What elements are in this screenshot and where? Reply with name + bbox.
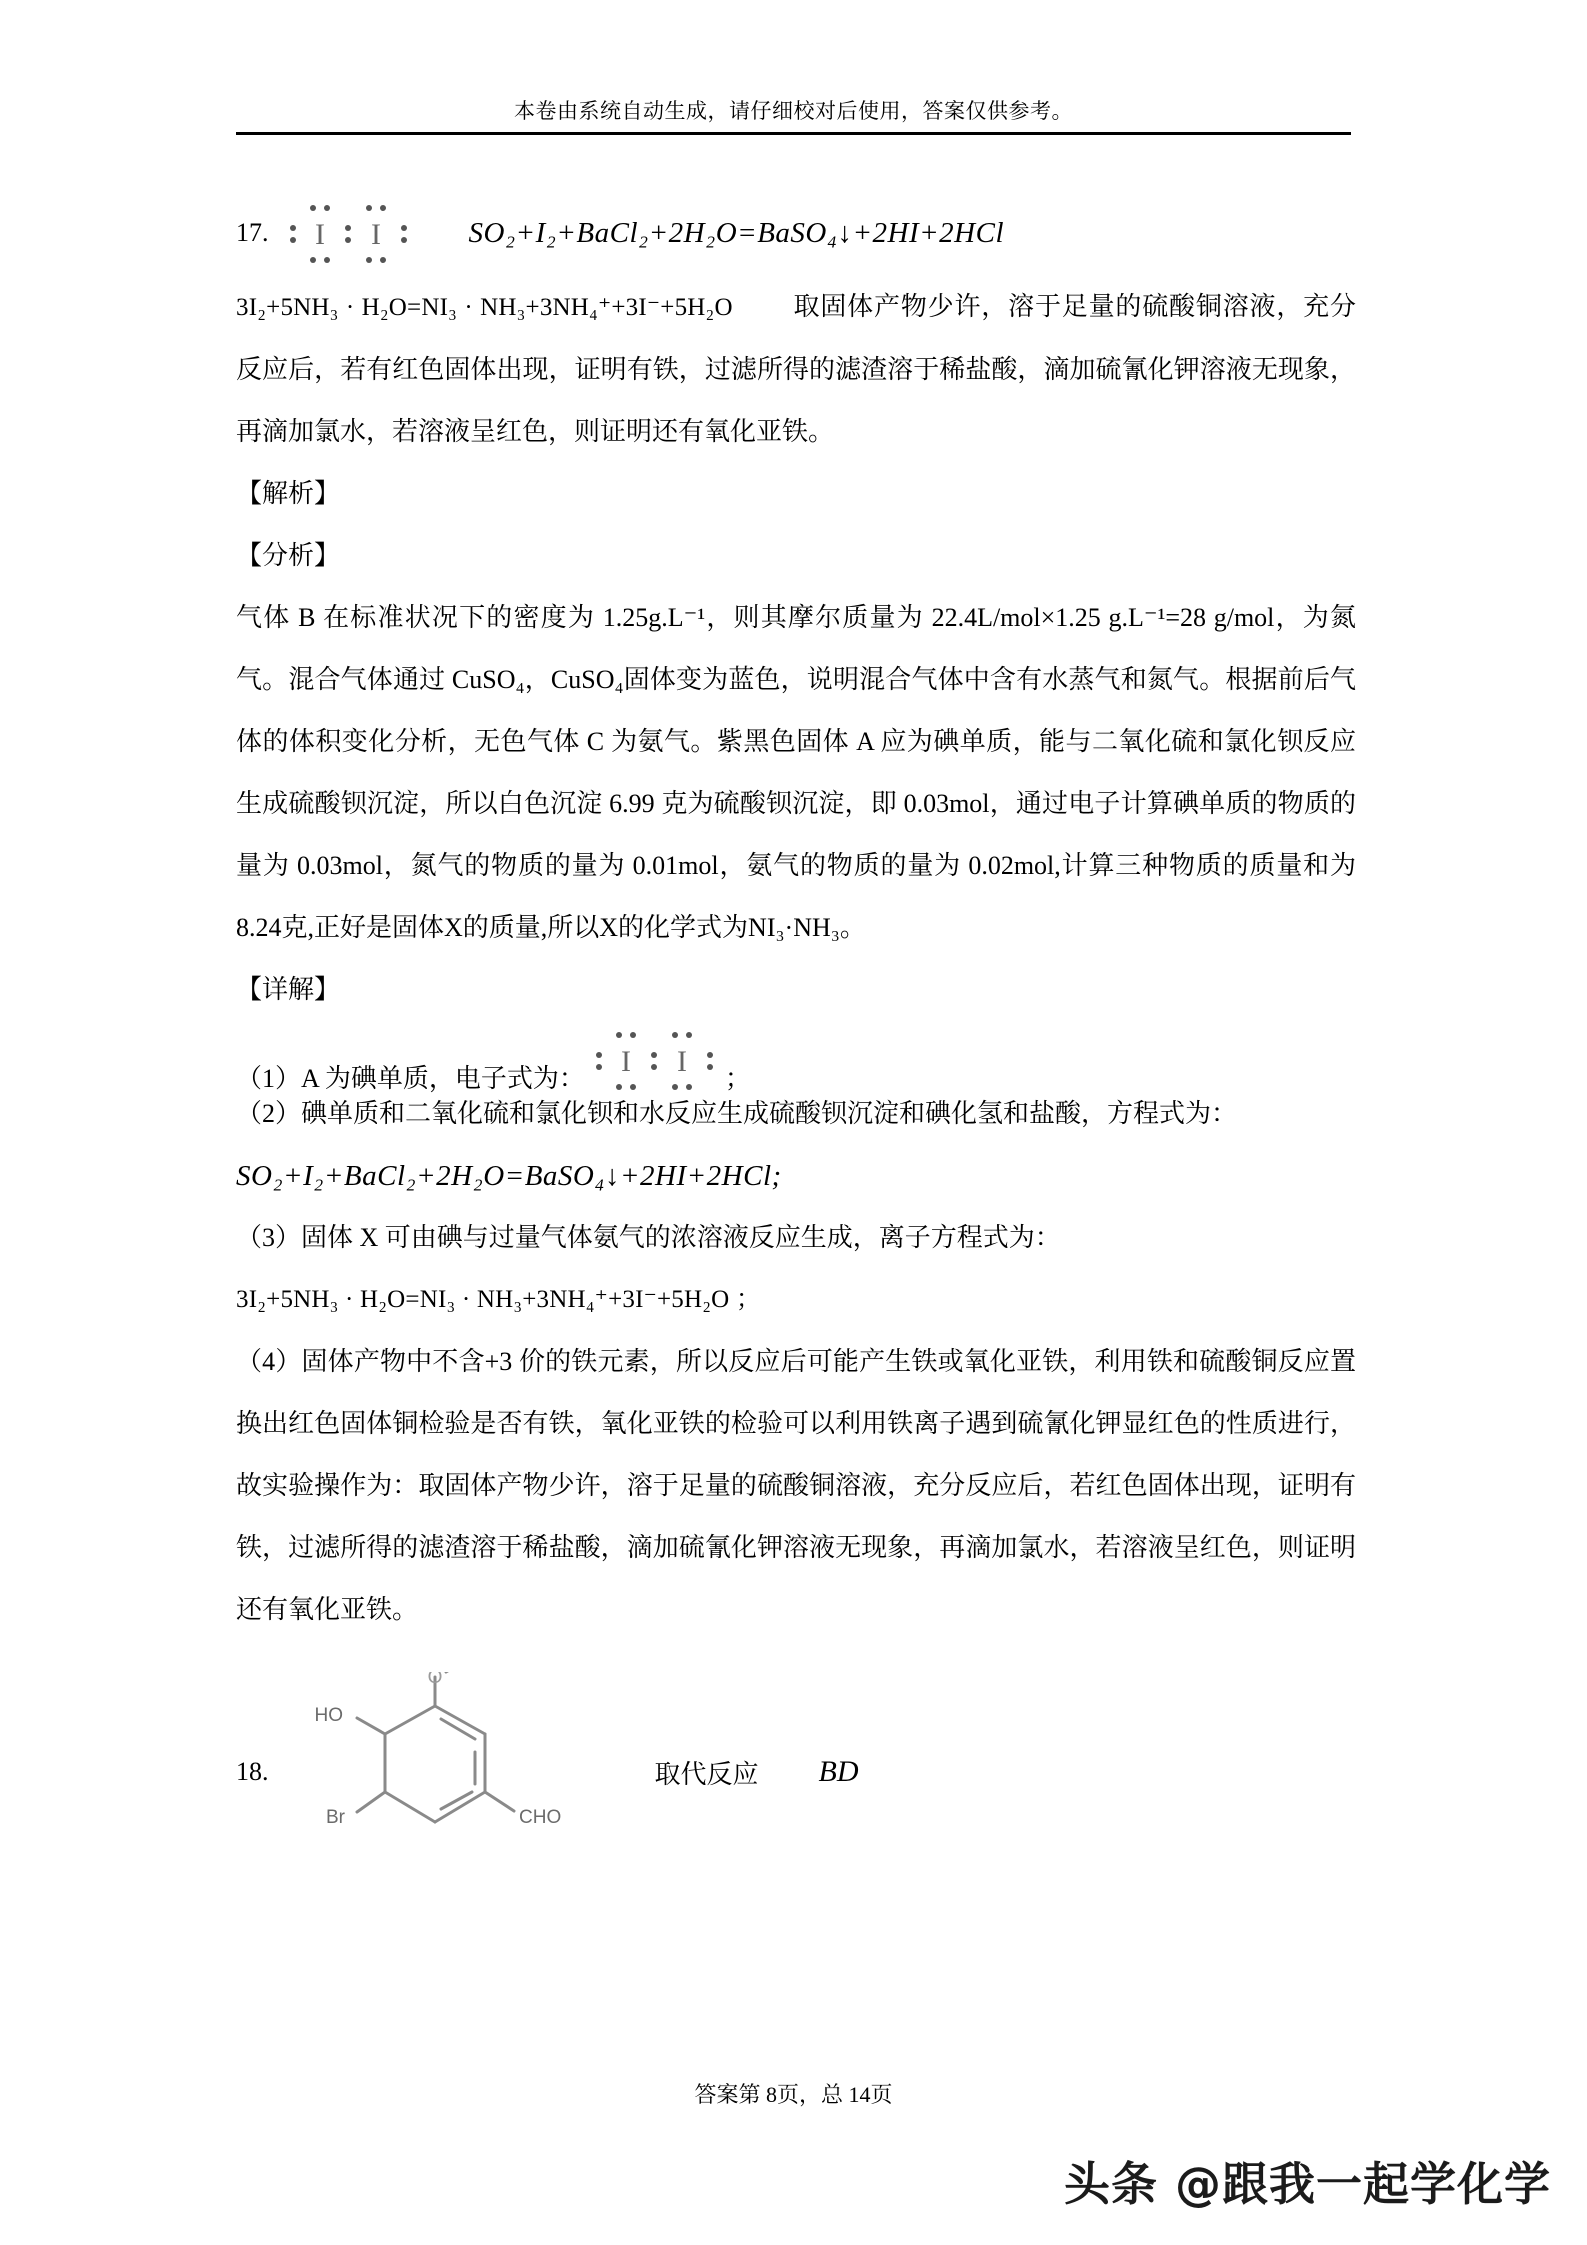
item-3-equation: 3I₂+5NH₃ · H₂O=NI₃ · NH₃+3NH₄⁺+3I⁻+5H₂O ； [236,1286,762,1313]
question-17-item-4: （4）固体产物中不含+3 价的铁元素，所以反应后可能产生铁或氧化亚铁，利用铁和硫酸铜反应置换出红色固体铜检验是否有铁，氧化亚铁的检验可以利用铁离子遇到硫氰化钾显红色的性质进行，故实验操作为：取固体产物少许，溶于足量的硫酸铜溶液，充分反应后，若红色固体出现，证明有铁，过滤所得的滤渣溶于稀盐酸，滴加硫氰化钾溶液无现象，再滴加氯水，若溶液呈红色，则证明还有氧化亚铁。 [236,1347,1356,1624]
header-notice: 本卷由系统自动生成，请仔细校对后使用，答案仅供参考。 [514,99,1073,123]
question-17-answer4: 取固体产物少许，溶于足量的硫酸铜溶液，充分反应后，若有红色固体出现，证明有铁，过滤所得的滤渣溶于稀盐酸，滴加硫氰化钾溶液无现象，再滴加氯水，若溶液呈红色，则证明还有氧化亚铁。 [236,292,1356,446]
question-18-reaction-type: 取代反应 [654,1759,759,1789]
fenxi-heading: 【分析】 [236,541,341,570]
svg-text:O: O [427,1672,442,1689]
watermark-text: 头条 @跟我一起学化学 [1063,2157,1551,2211]
svg-text:HO: HO [314,1705,343,1727]
iodine-lewis-dot-icon [285,200,413,266]
item-1-suffix: ； [724,1064,751,1093]
question-18-answer-row [236,1667,1356,1877]
question-17-analysis: 气体 B 在标准状况下的密度为 1.25g.L⁻¹，则其摩尔质量为 22.4L/mol×1.25 g.L⁻¹=28 g/mol，为氮气。混合气体通过 CuSO₄，CuSO₄固体变为蓝色，说明混合气体中含有水蒸气和氮气。根据前后气体的体积变化分析，无色气体 C 为氨气。紫黑色固体 A 应为碘单质，能与二氧化硫和氯化钡反应生成硫酸钡沉淀，所以白色沉淀 6.99 克为硫酸钡沉淀，即 0.03mol，通过电子计算碘单质的物质的量为 0.03mol，氮气的物质的量为 0.01mol，氨气的物质的量为 0.02mol,计算三种物质的质量和为8.24克,正好是固体X的质量,所以X的化学式为NI₃·NH₃。 [236,603,1356,942]
item-1-prefix: （1）A 为碘单质，电子式为： [236,1064,585,1093]
question-18-number: 18. [236,1757,269,1786]
svg-text:I: I [620,1045,631,1078]
question-17-item-3-equation-line [236,1269,1356,1331]
xiangjie-heading: 【详解】 [236,975,341,1004]
svg-text:Br: Br [325,1807,345,1829]
benzaldehyde-structure-diagram [295,1672,595,1872]
jiexi-heading: 【解析】 [236,479,341,508]
question-17-item-2: （2）碘单质和二氧化硫和氯化钡和水反应生成硫酸钡沉淀和碘化氢和盐酸，方程式为： [236,1099,1238,1128]
header-divider [236,132,1351,135]
question-17-ionic-equation: 3I₂+5NH₃ · H₂O=NI₃ · NH₃+3NH₄⁺+3I⁻+5H₂O [236,294,733,321]
question-18-choices: BD [818,1755,859,1788]
page-header [236,96,1351,135]
question-17-item-3: （3）固体 X 可由碘与过量气体氨气的浓溶液反应生成，离子方程式为： [236,1223,1061,1252]
answer-content [236,190,1356,1877]
question-17-main-equation: SO₂+I₂+BaCl₂+2H₂O=BaSO₄↓+2HI+2HCl [468,216,1005,249]
svg-text:CHO: CHO [518,1807,561,1829]
svg-text:I: I [314,218,325,251]
item-2-equation: SO₂+I₂+BaCl₂+2H₂O=BaSO₄↓+2HI+2HCl; [236,1160,782,1192]
page-footer: 答案第 8页，总 14页 [694,2082,893,2107]
question-17-ionic-and-answer [236,276,1356,463]
question-17-answer-row [236,190,1356,276]
question-17-item-2-equation-line [236,1145,1356,1207]
iodine-lewis-dot-icon-inline [591,1027,719,1093]
svg-text:I: I [370,218,381,251]
question-17-number: 17. [236,218,269,247]
question-17-item-1 [236,1021,1356,1093]
svg-text:I: I [676,1045,687,1078]
